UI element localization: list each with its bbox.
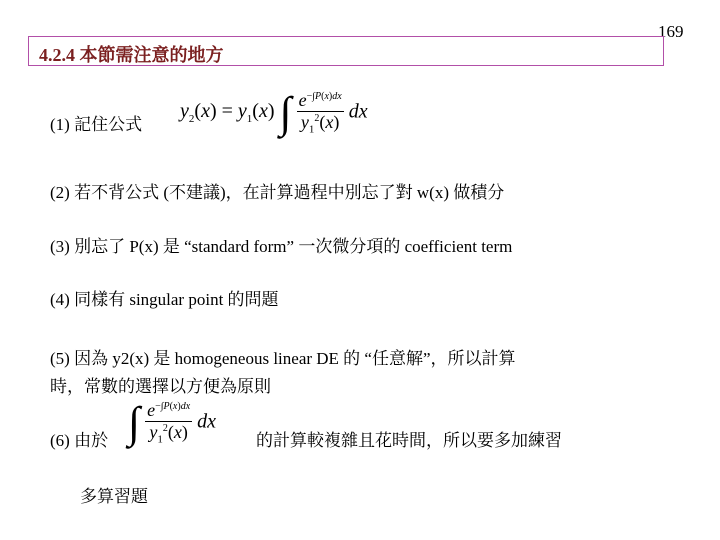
item-6-line2 [80, 482, 148, 507]
item-3 [50, 232, 512, 257]
item-1-label: (1) 記住公式 [50, 115, 143, 134]
integral-sign: ∫ [279, 87, 292, 137]
item-5 [50, 344, 516, 369]
formula-2-fraction [145, 400, 192, 446]
item-6 [50, 426, 108, 451]
formula-1-lhs: $y_2(x) = y_1(x)$ [180, 100, 275, 126]
item-6-after [256, 426, 562, 451]
item-5-line1: (5) 因為 y2(x) 是 homogeneous linear DE 的 “任意解”，所以計算 [50, 349, 516, 368]
formula-2-denominator: $y_1^2(x)$ [149, 422, 188, 446]
item-5-continued [50, 372, 271, 397]
formula-2 [128, 397, 217, 447]
formula-2-numerator: $e^{-\int P(x)dx}$ [147, 400, 191, 420]
integral-sign-2: ∫ [128, 397, 141, 447]
section-title: 4.2.4 本節需注意的地方 [39, 45, 224, 65]
item-2-label: (2) 若不背公式 (不建議)，在計算過程中別忘了對 w(x) 做積分 [50, 183, 505, 202]
item-6-after-text: 的計算較複雜且花時間，所以要多加練習 [256, 431, 562, 450]
item-4-label: (4) 同樣有 singular point 的問題 [50, 290, 279, 309]
item-2 [50, 178, 504, 203]
page-number: 169 [658, 22, 684, 41]
item-6-line2-text: 多算習題 [80, 487, 148, 506]
formula-1-fraction [297, 90, 344, 136]
item-6-label: (6) 由於 [50, 431, 109, 450]
item-5-line2: 時，常數的選擇以方便為原則 [50, 377, 271, 396]
item-4 [50, 285, 279, 310]
formula-1-dx: dx [348, 100, 368, 123]
item-3-label: (3) 別忘了 P(x) 是 “standard form” 一次微分項的 coefficient term [50, 237, 513, 256]
formula-1 [180, 87, 368, 137]
formula-1-numerator: $e^{-\int P(x)dx}$ [298, 90, 342, 110]
item-1 [50, 110, 142, 135]
formula-1-denominator: $y_1^2(x)$ [300, 112, 340, 136]
section-title-box [28, 36, 664, 66]
formula-2-dx: dx [197, 410, 217, 433]
